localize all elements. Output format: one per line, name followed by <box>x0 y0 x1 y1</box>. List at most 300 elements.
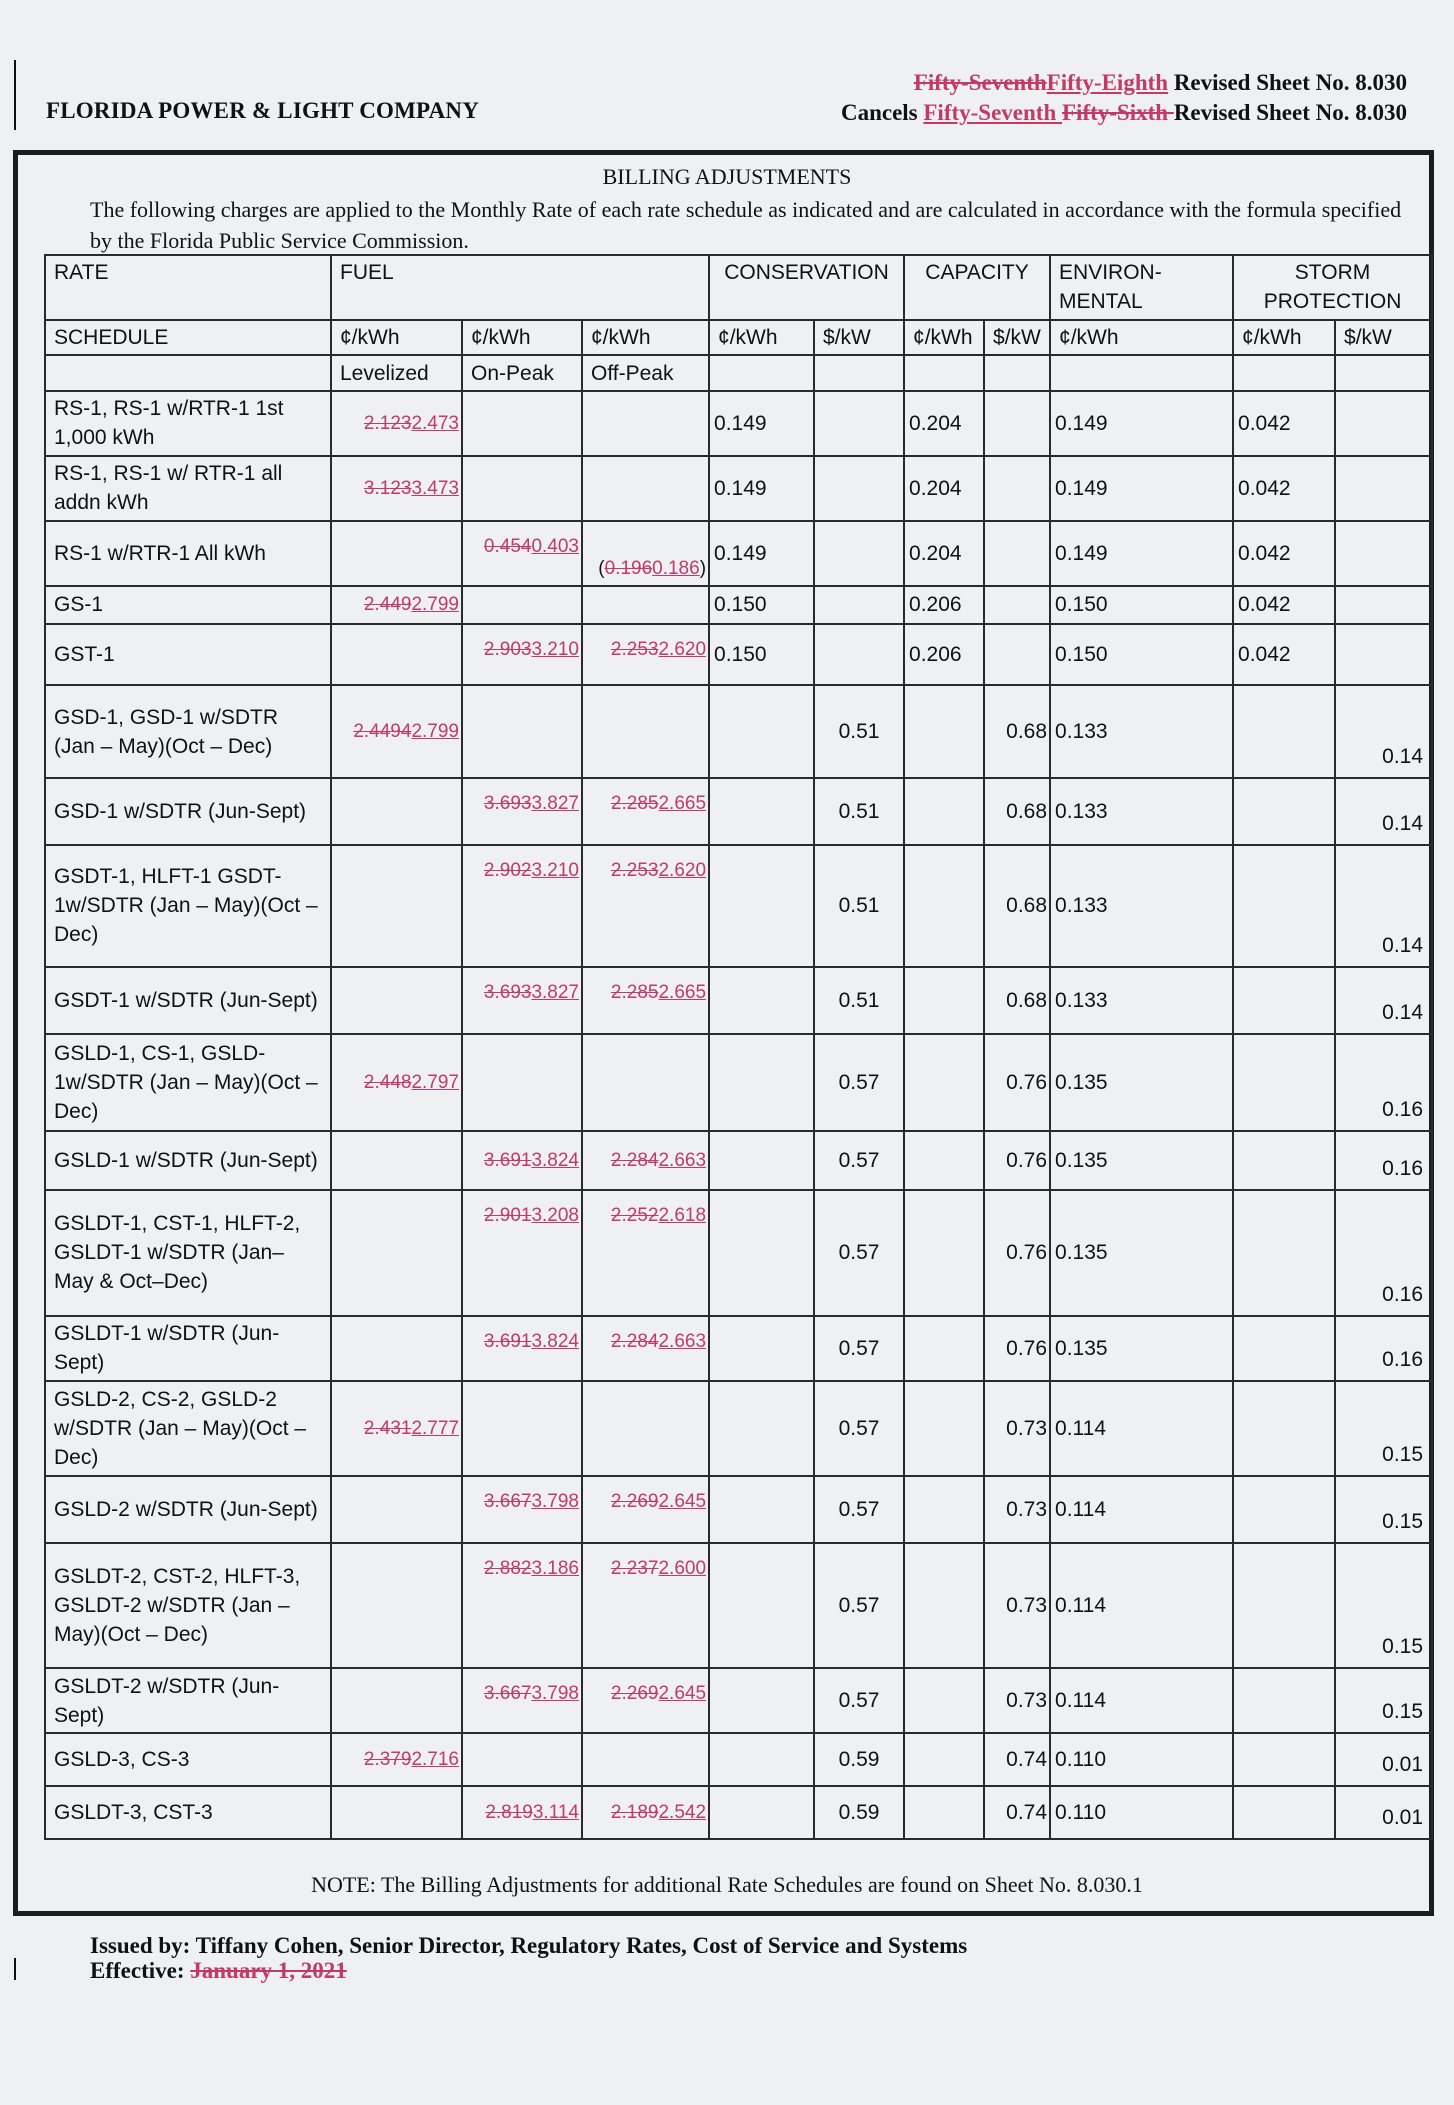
value: 0.133 <box>1055 894 1108 918</box>
old-value: 2.4494 <box>353 721 412 743</box>
fuel-levelized-cell <box>331 685 462 778</box>
fuel-off-peak-cell <box>582 1190 709 1316</box>
new-value: 2.600 <box>658 1557 707 1579</box>
old-value: 2.379 <box>363 1749 412 1771</box>
new-value: 3.114 <box>532 1802 579 1824</box>
schedule-text: GSLDT-1, CST-1, HLFT-2, GSLDT-1 w/SDTR (Jan–May & Oct–Dec) <box>54 1212 301 1294</box>
schedule-text: GS-1 <box>54 593 104 617</box>
storm-kw-cell <box>1335 586 1432 625</box>
value: 0.14 <box>1382 933 1424 957</box>
fuel-on-peak-cell <box>462 456 582 521</box>
environmental-cell <box>1050 1476 1233 1543</box>
fuel-on-peak-cell <box>462 1131 582 1190</box>
environmental-cell <box>1050 1131 1233 1190</box>
conservation-kw-cell <box>814 391 904 456</box>
new-value: 3.824 <box>531 1330 579 1352</box>
schedule-text: RS-1, RS-1 w/ RTR-1 all addn kWh <box>54 462 283 515</box>
value: 0.149 <box>1055 476 1108 500</box>
fuel-levelized-cell <box>331 1131 462 1190</box>
storm-kwh-cell <box>1233 778 1335 845</box>
schedule-text: GSD-1 w/SDTR (Jun-Sept) <box>54 800 307 824</box>
fuel-levelized-cell <box>331 1476 462 1543</box>
capacity-kwh-cell <box>904 1476 984 1543</box>
storm-kw-cell <box>1335 1381 1432 1476</box>
capacity-kwh-cell <box>904 391 984 456</box>
capacity-kwh-cell <box>904 967 984 1034</box>
value: 0.73 <box>1006 1689 1048 1713</box>
fuel-off-peak-cell <box>582 1733 709 1786</box>
old-value: 3.693 <box>483 981 532 1003</box>
rate-schedule-name <box>45 1381 331 1476</box>
value: 0.14 <box>1382 745 1424 769</box>
fuel-lev-unit: ¢/kWh <box>331 320 462 355</box>
value: 0.16 <box>1382 1347 1424 1371</box>
fuel-on-peak-cell <box>462 967 582 1034</box>
blank-cell <box>1335 355 1432 391</box>
value: 0.149 <box>1055 541 1108 565</box>
conservation-kw-cell <box>814 1668 904 1733</box>
conservation-kwh-cell <box>709 586 814 625</box>
storm-kwh-cell <box>1233 685 1335 778</box>
value: 0.206 <box>909 643 962 666</box>
conservation-kw-cell <box>814 1381 904 1476</box>
capacity-kwh-cell <box>904 1733 984 1786</box>
old-value: 3.667 <box>483 1490 532 1512</box>
value: 0.68 <box>1006 894 1048 918</box>
new-value: 2.777 <box>411 1417 459 1439</box>
schedule-text: RS-1, RS-1 w/RTR-1 1st 1,000 kWh <box>54 397 284 450</box>
old-value: 2.253 <box>610 639 659 661</box>
old-value: 3.123 <box>363 477 412 499</box>
rate-schedule-name <box>45 456 331 521</box>
capacity-kw-cell <box>984 391 1050 456</box>
fuel-on-peak-cell <box>462 685 582 778</box>
blank-cell <box>1050 355 1233 391</box>
value: 0.73 <box>1006 1594 1048 1618</box>
value: 0.51 <box>838 800 880 824</box>
capacity-kwh-cell <box>904 1131 984 1190</box>
value: 0.133 <box>1055 988 1108 1012</box>
value: 0.74 <box>1006 1801 1048 1825</box>
value: 0.57 <box>838 1416 880 1440</box>
schedule-text: GSLD-3, CS-3 <box>54 1748 190 1772</box>
rate-schedule-name <box>45 1733 331 1786</box>
conservation-kwh-cell <box>709 967 814 1034</box>
capacity-header: CAPACITY <box>904 255 1050 320</box>
fuel-levelized-cell <box>331 1190 462 1316</box>
conservation-kw-cell <box>814 456 904 521</box>
value: 0.114 <box>1055 1497 1107 1521</box>
capacity-kw-cell <box>984 685 1050 778</box>
table-row <box>45 1668 1432 1733</box>
new-value: 2.716 <box>411 1749 459 1771</box>
value: 0.042 <box>1238 411 1291 435</box>
new-value: 2.665 <box>658 981 707 1003</box>
new-value: 2.799 <box>411 594 459 616</box>
capacity-kwh-cell <box>904 1316 984 1381</box>
levelized-label: Levelized <box>331 355 462 391</box>
capacity-kw-cell <box>984 1476 1050 1543</box>
old-value: 2.253 <box>610 860 659 882</box>
storm-kwh-cell <box>1233 1733 1335 1786</box>
conservation-kw-cell <box>814 1786 904 1839</box>
new-value: 2.620 <box>658 860 707 882</box>
conservation-kwh-cell <box>709 1131 814 1190</box>
fuel-levelized-cell <box>331 1786 462 1839</box>
environmental-header: ENVIRON-MENTAL <box>1050 255 1233 320</box>
rate-schedule-name <box>45 845 331 967</box>
table-row <box>45 1786 1432 1839</box>
rate-schedule-name <box>45 1786 331 1839</box>
cons-kw-unit: $/kW <box>814 320 904 355</box>
storm-kw-cell <box>1335 456 1432 521</box>
environmental-cell <box>1050 778 1233 845</box>
table-row <box>45 1543 1432 1669</box>
storm-header: STORM PROTECTION <box>1233 255 1432 320</box>
value: 0.042 <box>1238 643 1291 666</box>
conservation-kw-cell <box>814 1131 904 1190</box>
conservation-kw-cell <box>814 1190 904 1316</box>
value: 0.14 <box>1382 1000 1424 1024</box>
new-value: 2.665 <box>658 793 707 815</box>
fuel-levelized-cell <box>331 845 462 967</box>
storm-kw-cell <box>1335 1034 1432 1131</box>
fuel-on-peak-cell <box>462 1786 582 1839</box>
schedule-text: GSLD-2, CS-2, GSLD-2 w/SDTR (Jan – May)(Oct – Dec) <box>54 1387 307 1469</box>
intro-paragraph: The following charges are applied to the Monthly Rate of each rate schedule as indicated and are calculated in accordance with the formula specified by the Florida Public Service Commission. <box>90 197 1402 253</box>
fuel-on-peak-cell <box>462 1381 582 1476</box>
new-value: 3.210 <box>531 639 579 661</box>
old-value: 2.882 <box>483 1557 532 1579</box>
capacity-kwh-cell <box>904 1381 984 1476</box>
new-value: 0.186 <box>652 557 700 579</box>
rev2-prefix: Cancels <box>840 100 924 125</box>
old-value: 0.454 <box>483 535 532 557</box>
old-value: 2.903 <box>483 639 532 661</box>
storm-kw-cell <box>1335 845 1432 967</box>
storm-kw-cell <box>1335 967 1432 1034</box>
value: 0.68 <box>1006 720 1048 744</box>
revision-bar-top <box>14 60 16 130</box>
value: 0.15 <box>1382 1442 1424 1466</box>
value: 0.68 <box>1006 800 1048 824</box>
fuel-on-peak-cell <box>462 1476 582 1543</box>
new-value: 2.799 <box>411 721 459 743</box>
new-value: 3.827 <box>531 793 579 815</box>
value: 0.149 <box>714 541 767 565</box>
value: 0.73 <box>1006 1497 1048 1521</box>
value: 0.150 <box>1055 593 1108 617</box>
table-row <box>45 1316 1432 1381</box>
value: 0.51 <box>838 894 880 918</box>
company-name: FLORIDA POWER & LIGHT COMPANY <box>46 98 480 123</box>
schedule-text: GSLD-1 w/SDTR (Jun-Sept) <box>54 1148 318 1172</box>
storm-kw-cell <box>1335 1733 1432 1786</box>
capacity-kw-cell <box>984 456 1050 521</box>
storm-kw-cell <box>1335 778 1432 845</box>
effective-label: Effective: <box>90 1958 191 1983</box>
conservation-kw-cell <box>814 586 904 625</box>
rev1-deleted: Fifty-Seventh <box>913 70 1047 95</box>
value: 0.51 <box>838 720 880 744</box>
rate-schedule-name <box>45 685 331 778</box>
conservation-kw-cell <box>814 624 904 685</box>
value: 0.01 <box>1382 1753 1424 1777</box>
fuel-levelized-cell <box>331 624 462 685</box>
table-row <box>45 521 1432 586</box>
fuel-on-peak-cell <box>462 1543 582 1669</box>
capacity-kw-cell <box>984 1034 1050 1131</box>
cap-kwh-unit: ¢/kWh <box>904 320 984 355</box>
old-value: 3.691 <box>483 1330 532 1352</box>
new-value: 2.645 <box>658 1490 707 1512</box>
rev2-text: Revised Sheet No. 8.030 <box>1173 100 1407 125</box>
fuel-on-peak-cell <box>462 1190 582 1316</box>
rate-schedule-name <box>45 391 331 456</box>
rate-schedule-name <box>45 586 331 625</box>
storm-kwh-cell <box>1233 1316 1335 1381</box>
rate-header: RATE <box>45 255 331 320</box>
blank-cell <box>1233 355 1335 391</box>
new-value: 2.473 <box>411 412 459 434</box>
value: 0.16 <box>1382 1282 1424 1306</box>
table-row <box>45 391 1432 456</box>
value: 0.76 <box>1006 1336 1048 1360</box>
capacity-kw-cell <box>984 1381 1050 1476</box>
rate-schedule-name <box>45 1476 331 1543</box>
capacity-kwh-cell <box>904 845 984 967</box>
value: 0.114 <box>1055 1594 1107 1618</box>
conservation-kwh-cell <box>709 391 814 456</box>
schedule-text: GSLDT-1 w/SDTR (Jun-Sept) <box>54 1322 280 1375</box>
new-value: 3.798 <box>531 1683 579 1705</box>
rate-schedule-name <box>45 521 331 586</box>
fuel-off-peak-cell <box>582 1668 709 1733</box>
table-row <box>45 1034 1432 1131</box>
capacity-kw-cell <box>984 778 1050 845</box>
fuel-levelized-cell <box>331 1543 462 1669</box>
storm-kwh-cell <box>1233 521 1335 586</box>
value: 0.15 <box>1382 1635 1424 1659</box>
table-row <box>45 685 1432 778</box>
table-row <box>45 845 1432 967</box>
storm-kwh-cell <box>1233 1190 1335 1316</box>
old-value: 0.196 <box>604 557 653 579</box>
conservation-kw-cell <box>814 521 904 586</box>
schedule-text: GSLDT-2 w/SDTR (Jun-Sept) <box>54 1674 280 1727</box>
rate-schedule-name <box>45 1131 331 1190</box>
fuel-off-peak-cell <box>582 685 709 778</box>
conservation-kwh-cell <box>709 1190 814 1316</box>
fuel-levelized-cell <box>331 778 462 845</box>
environmental-cell <box>1050 967 1233 1034</box>
fuel-levelized-cell <box>331 1668 462 1733</box>
value: 0.76 <box>1006 1241 1048 1265</box>
new-value: 3.473 <box>411 477 459 499</box>
capacity-kwh-cell <box>904 624 984 685</box>
new-value: 2.645 <box>658 1683 707 1705</box>
environmental-cell <box>1050 1733 1233 1786</box>
fuel-levelized-cell <box>331 1381 462 1476</box>
conservation-kw-cell <box>814 685 904 778</box>
new-value: 2.663 <box>658 1149 707 1171</box>
fuel-on-unit: ¢/kWh <box>462 320 582 355</box>
fuel-off-peak-cell <box>582 845 709 967</box>
revised-sheet-line <box>914 70 1407 96</box>
value: 0.206 <box>909 593 962 617</box>
value: 0.149 <box>1055 411 1108 435</box>
rate-schedule-name <box>45 1316 331 1381</box>
fuel-levelized-cell <box>331 586 462 625</box>
subunit-header-row <box>45 355 1432 391</box>
capacity-kwh-cell <box>904 1543 984 1669</box>
storm-kwh-cell <box>1233 586 1335 625</box>
old-value: 2.901 <box>483 1204 532 1226</box>
storm-kw-cell <box>1335 1543 1432 1669</box>
table-row <box>45 1131 1432 1190</box>
storm-kwh-cell <box>1233 845 1335 967</box>
fuel-levelized-cell <box>331 1034 462 1131</box>
blank-cell <box>45 355 331 391</box>
capacity-kwh-cell <box>904 456 984 521</box>
rate-schedule-name <box>45 1543 331 1669</box>
fuel-off-peak-cell <box>582 1316 709 1381</box>
new-value: 3.827 <box>531 981 579 1003</box>
value: 0.57 <box>838 1497 880 1521</box>
value: 0.110 <box>1055 1748 1107 1772</box>
conservation-kwh-cell <box>709 1381 814 1476</box>
value: 0.133 <box>1055 720 1108 744</box>
new-value: 3.824 <box>531 1149 579 1171</box>
capacity-kwh-cell <box>904 1034 984 1131</box>
fuel-levelized-cell <box>331 391 462 456</box>
fuel-on-peak-cell <box>462 1034 582 1131</box>
fuel-off-peak-cell <box>582 1034 709 1131</box>
new-value: 3.210 <box>531 860 579 882</box>
old-value: 3.693 <box>483 793 532 815</box>
capacity-kwh-cell <box>904 685 984 778</box>
new-value: 3.208 <box>531 1204 579 1226</box>
environmental-cell <box>1050 456 1233 521</box>
capacity-kw-cell <box>984 1131 1050 1190</box>
fuel-off-unit: ¢/kWh <box>582 320 709 355</box>
value: 0.133 <box>1055 800 1108 824</box>
new-value: 3.186 <box>531 1557 579 1579</box>
storm-kw-cell <box>1335 685 1432 778</box>
rev1-inserted: Fifty-Eighth <box>1046 70 1169 95</box>
new-value: 2.542 <box>658 1802 707 1824</box>
value: 0.57 <box>838 1070 880 1094</box>
fuel-on-peak-cell <box>462 1668 582 1733</box>
table-row <box>45 1733 1432 1786</box>
environmental-cell <box>1050 1668 1233 1733</box>
environmental-cell <box>1050 1786 1233 1839</box>
table-row <box>45 1190 1432 1316</box>
capacity-kwh-cell <box>904 1786 984 1839</box>
fuel-levelized-cell <box>331 521 462 586</box>
fuel-levelized-cell <box>331 1316 462 1381</box>
storm-kw-cell <box>1335 1316 1432 1381</box>
group-header-row <box>45 255 1432 320</box>
value: 0.14 <box>1382 812 1424 836</box>
value: 0.16 <box>1382 1156 1424 1180</box>
schedule-text: GSDT-1 w/SDTR (Jun-Sept) <box>54 988 318 1012</box>
fuel-on-peak-cell <box>462 778 582 845</box>
table-row <box>45 456 1432 521</box>
off-peak-label: Off-Peak <box>582 355 709 391</box>
value: 0.149 <box>714 411 767 435</box>
rate-schedule-name <box>45 778 331 845</box>
capacity-kw-cell <box>984 1543 1050 1669</box>
env-kwh-unit: ¢/kWh <box>1050 320 1233 355</box>
schedule-text: GSLD-2 w/SDTR (Jun-Sept) <box>54 1497 318 1521</box>
storm-kwh-cell <box>1233 1476 1335 1543</box>
capacity-kw-cell <box>984 845 1050 967</box>
storm-kw-cell <box>1335 1786 1432 1839</box>
old-value: 2.902 <box>483 860 532 882</box>
old-value: 2.284 <box>610 1330 659 1352</box>
rate-schedule-name <box>45 967 331 1034</box>
conservation-kwh-cell <box>709 456 814 521</box>
fuel-off-peak-cell: (0.1960.186) <box>582 521 709 586</box>
new-value: 3.798 <box>531 1490 579 1512</box>
old-value: 2.448 <box>363 1071 412 1093</box>
old-value: 3.691 <box>483 1149 532 1171</box>
fuel-off-peak-cell <box>582 778 709 845</box>
environmental-cell <box>1050 1190 1233 1316</box>
storm-kw-cell <box>1335 1190 1432 1316</box>
environmental-cell <box>1050 521 1233 586</box>
rev2-deleted: Fifty-Sixth <box>1062 100 1174 125</box>
value: 0.150 <box>714 643 767 666</box>
blank-cell <box>814 355 904 391</box>
conservation-kw-cell <box>814 1476 904 1543</box>
old-value: 2.431 <box>363 1417 412 1439</box>
value: 0.150 <box>714 593 767 617</box>
value: 0.57 <box>838 1241 880 1265</box>
rate-schedule-name <box>45 1034 331 1131</box>
value: 0.110 <box>1055 1801 1107 1825</box>
fuel-on-peak-cell <box>462 624 582 685</box>
table-row <box>45 1381 1432 1476</box>
fuel-off-peak-cell <box>582 1381 709 1476</box>
old-value: 2.123 <box>363 412 412 434</box>
table-row <box>45 1476 1432 1543</box>
conservation-kw-cell <box>814 1543 904 1669</box>
rate-schedule-name <box>45 1668 331 1733</box>
value: 0.73 <box>1006 1416 1048 1440</box>
storm-kwh-cell <box>1233 456 1335 521</box>
value: 0.135 <box>1055 1148 1108 1172</box>
old-value: 3.667 <box>483 1683 532 1705</box>
conservation-kwh-cell <box>709 1786 814 1839</box>
environmental-cell <box>1050 1381 1233 1476</box>
old-value: 2.237 <box>610 1557 659 1579</box>
fuel-on-peak-cell <box>462 1733 582 1786</box>
conservation-kw-cell <box>814 845 904 967</box>
value: 0.15 <box>1382 1700 1424 1724</box>
storm-kw-unit: $/kW <box>1335 320 1432 355</box>
new-value: 2.663 <box>658 1330 707 1352</box>
value: 0.204 <box>909 411 962 435</box>
cap-kw-unit: $/kW <box>984 320 1050 355</box>
schedule-text: GSLDT-2, CST-2, HLFT-3, GSLDT-2 w/SDTR (Jan – May)(Oct – Dec) <box>54 1565 301 1647</box>
table-row <box>45 624 1432 685</box>
capacity-kw-cell <box>984 1190 1050 1316</box>
value: 0.76 <box>1006 1148 1048 1172</box>
environmental-cell <box>1050 586 1233 625</box>
billing-adjustments-table <box>44 254 1433 1840</box>
